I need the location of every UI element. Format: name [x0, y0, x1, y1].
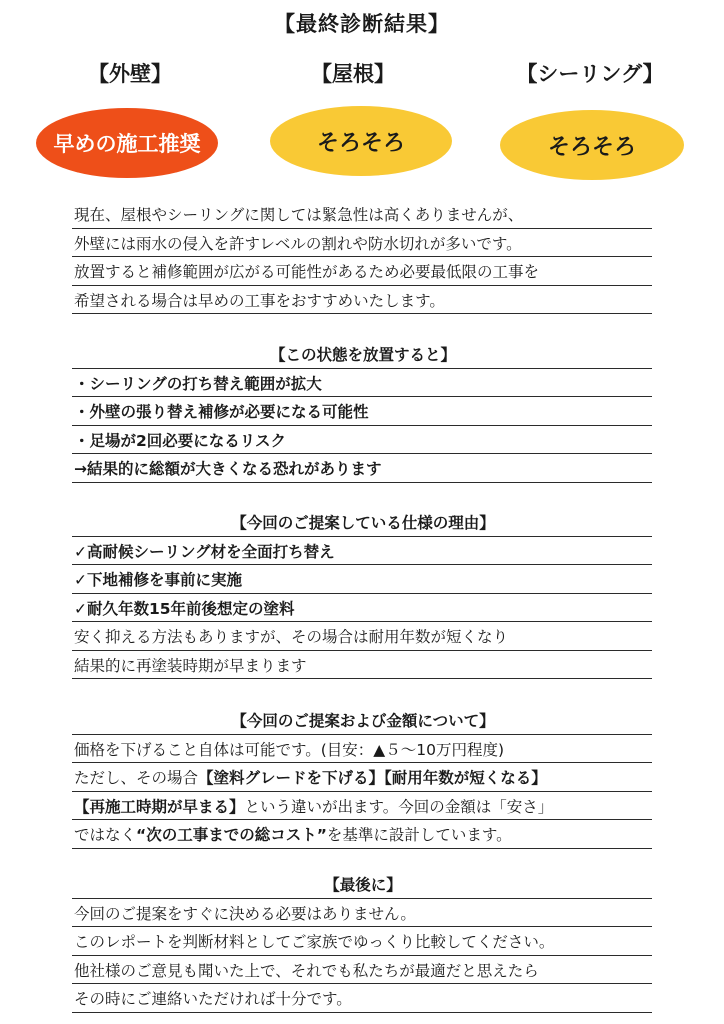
risk-item: →結果的に総額が大きくなる恐れがあります — [72, 454, 652, 483]
price-emphasis: 【塗料グレードを下げる】 — [198, 769, 385, 787]
price-text: を基準に設計しています。 — [326, 826, 512, 844]
price-emphasis: 【再施工時期が早まる】 — [74, 797, 245, 816]
category-label-wall: 【外壁】 — [88, 62, 172, 86]
price-text: ただし、その場合 — [74, 769, 199, 787]
price-emphasis: “次の工事までの総コスト” — [136, 826, 327, 844]
page-title: 【最終診断結果】 — [274, 12, 450, 36]
final-line: このレポートを判断材料としてご家族でゆっくり比較してください。 — [72, 927, 652, 956]
summary-line: 現在、屋根やシーリングに関しては緊急性は高くありませんが、 — [72, 200, 652, 229]
price-line — [72, 820, 652, 849]
risk-item: ・足場が2回必要になるリスク — [72, 426, 652, 455]
reason-section — [72, 508, 652, 679]
summary-line: 外壁には雨水の侵入を許すレベルの割れや防水切れが多いです。 — [72, 229, 652, 258]
reason-item: ✓耐久年数15年前後想定の塗料 — [72, 594, 652, 623]
risk-item: ・シーリングの打ち替え範囲が拡大 — [72, 369, 652, 398]
summary-section — [72, 200, 652, 314]
price-line: 価格を下げること自体は可能です。(目安：▲５～10万円程度) — [72, 735, 652, 764]
risk-section — [72, 340, 652, 483]
price-line — [72, 792, 652, 821]
risk-heading: 【この状態を放置すると】 — [72, 340, 652, 369]
final-line: 他社様のご意見も聞いた上で、それでも私たちが最適だと思えたら — [72, 956, 652, 985]
category-label-sealing: 【シーリング】 — [516, 62, 664, 86]
reason-note: 安く抑える方法もありますが、その場合は耐用年数が短くなり — [72, 622, 652, 651]
summary-line: 放置すると補修範囲が広がる可能性があるため必要最低限の工事を — [72, 257, 652, 286]
price-line — [72, 763, 652, 792]
reason-item: ✓高耐候シーリング材を全面打ち替え — [72, 537, 652, 566]
risk-item: ・外壁の張り替え補修が必要になる可能性 — [72, 397, 652, 426]
final-section — [72, 870, 652, 1013]
reason-heading: 【今回のご提案している仕様の理由】 — [72, 508, 652, 537]
status-badge-sealing: そろそろ — [500, 110, 684, 180]
price-section — [72, 706, 652, 849]
final-line: その時にご連絡いただければ十分です。 — [72, 984, 652, 1013]
summary-line: 希望される場合は早めの工事をおすすめいたします。 — [72, 286, 652, 315]
price-heading: 【今回のご提案および金額について】 — [72, 706, 652, 735]
category-label-roof: 【屋根】 — [311, 62, 395, 86]
price-emphasis: 【耐用年数が短くなる】 — [384, 769, 547, 787]
status-badge-wall: 早めの施工推奨 — [36, 108, 218, 178]
status-badge-roof: そろそろ — [270, 106, 452, 176]
reason-note: 結果的に再塗装時期が早まります — [72, 651, 652, 680]
price-text: という違いが出ます。今回の金額は「安さ」 — [244, 797, 554, 816]
final-line: 今回のご提案をすぐに決める必要はありません。 — [72, 899, 652, 928]
final-heading: 【最後に】 — [72, 870, 652, 899]
price-text: ではなく — [74, 826, 137, 844]
reason-item: ✓下地補修を事前に実施 — [72, 565, 652, 594]
